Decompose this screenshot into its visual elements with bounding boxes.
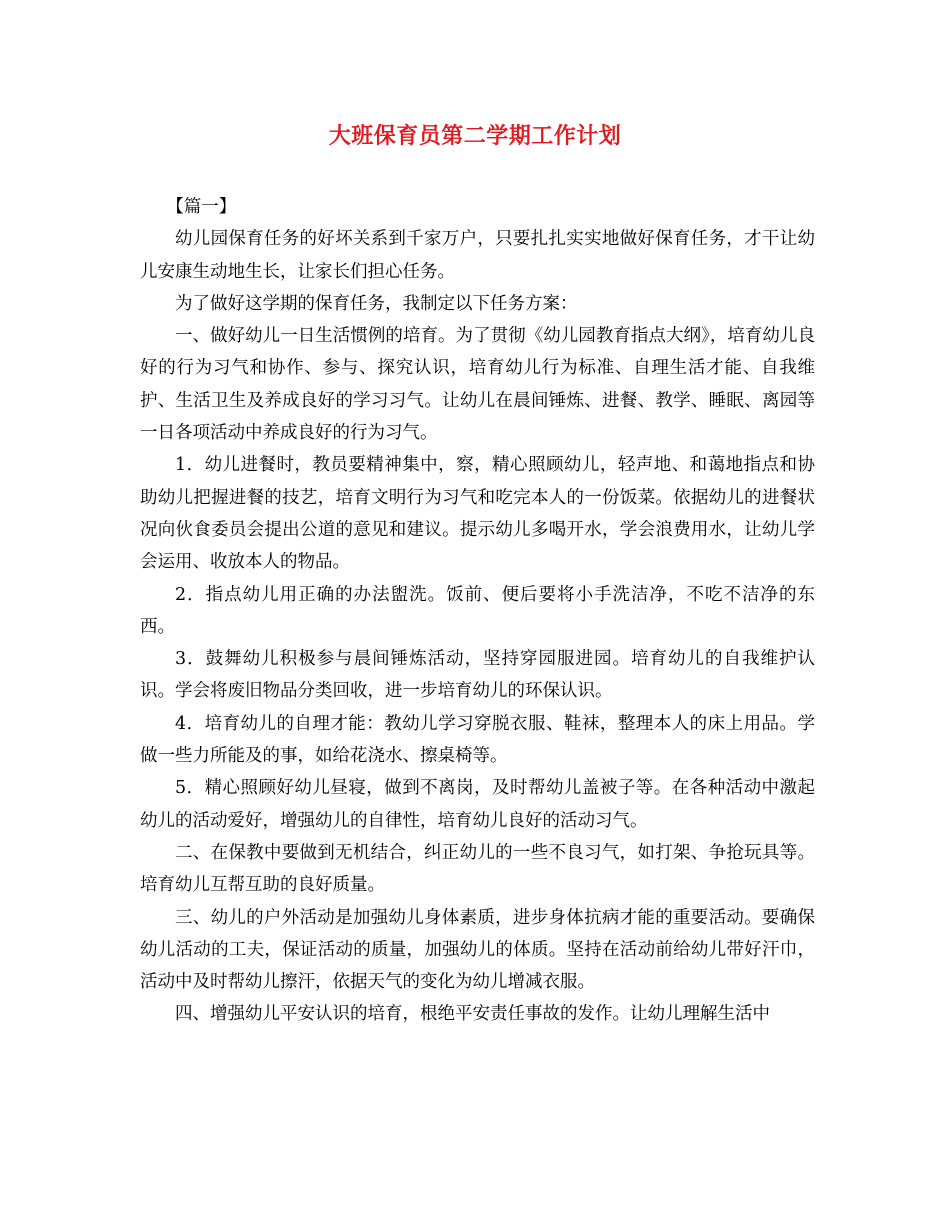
paragraph: 2．指点幼儿用正确的办法盥洗。饭前、便后要将小手洗洁净，不吃不洁净的东西。 [140, 584, 815, 637]
paragraph: 3．鼓舞幼儿积极参与晨间锤炼活动，坚持穿园服进园。培育幼儿的自我维护认识。学会将废旧物品分类回收，进一步培育幼儿的环保认识。 [140, 649, 815, 702]
paragraph: 1．幼儿进餐时，教员要精神集中，察，精心照顾幼儿，轻声地、和蔼地指点和协助幼儿把握进餐的技艺，培育文明行为习气和吃完本人的一份饭菜。依据幼儿的进餐状况向伙食委员会提出公道的意见和建议。提示幼儿多喝开水，学会浪费用水，让幼儿学会运用、收放本人的物品。 [140, 455, 815, 573]
paragraph: 5．精心照顾好幼儿昼寝，做到不离岗，及时帮幼儿盖被子等。在各种活动中激起幼儿的活动爱好，增强幼儿的自律性，培育幼儿良好的活动习气。 [140, 778, 815, 831]
document-title: 大班保育员第二学期工作计划 [328, 123, 622, 149]
paragraph: 四、增强幼儿平安认识的培育，根绝平安责任事故的发作。让幼儿理解生活中 [175, 1004, 770, 1025]
paragraph: 一、做好幼儿一日生活惯例的培育。为了贯彻《幼儿园教育指点大纲》，培育幼儿良好的行为习气和协作、参与、探究认识，培育幼儿行为标准、自理生活才能、自我维护、生活卫生及养成良好的学习习气。让幼儿在晨间锤炼、进餐、教学、睡眠、离园等一日各项活动中养成良好的行为习气。 [140, 326, 815, 444]
section-heading-pian-yi: 【篇一】 [166, 197, 237, 217]
document-body [140, 191, 815, 1031]
paragraph: 为了做好这学期的保育任务，我制定以下任务方案： [175, 293, 578, 314]
paragraph: 4．培育幼儿的自理才能：教幼儿学习穿脱衣服、鞋袜，整理本人的床上用品。学做一些力所能及的事，如给花浇水、擦桌椅等。 [140, 713, 815, 767]
paragraph: 二、在保教中要做到无机结合，纠正幼儿的一些不良习气，如打架、争抢玩具等。培育幼儿互帮互助的良好质量。 [140, 842, 815, 896]
paragraph: 幼儿园保育任务的好坏关系到千家万户，只要扎扎实实地做好保育任务，才干让幼儿安康生动地生长，让家长们担心任务。 [140, 229, 815, 282]
paragraph: 三、幼儿的户外活动是加强幼儿身体素质，进步身体抗病才能的重要活动。要确保幼儿活动的工夫，保证活动的质量，加强幼儿的体质。坚持在活动前给幼儿带好汗巾，活动中及时帮幼儿擦汗，依据天气的变化为幼儿增减衣服。 [140, 907, 815, 993]
